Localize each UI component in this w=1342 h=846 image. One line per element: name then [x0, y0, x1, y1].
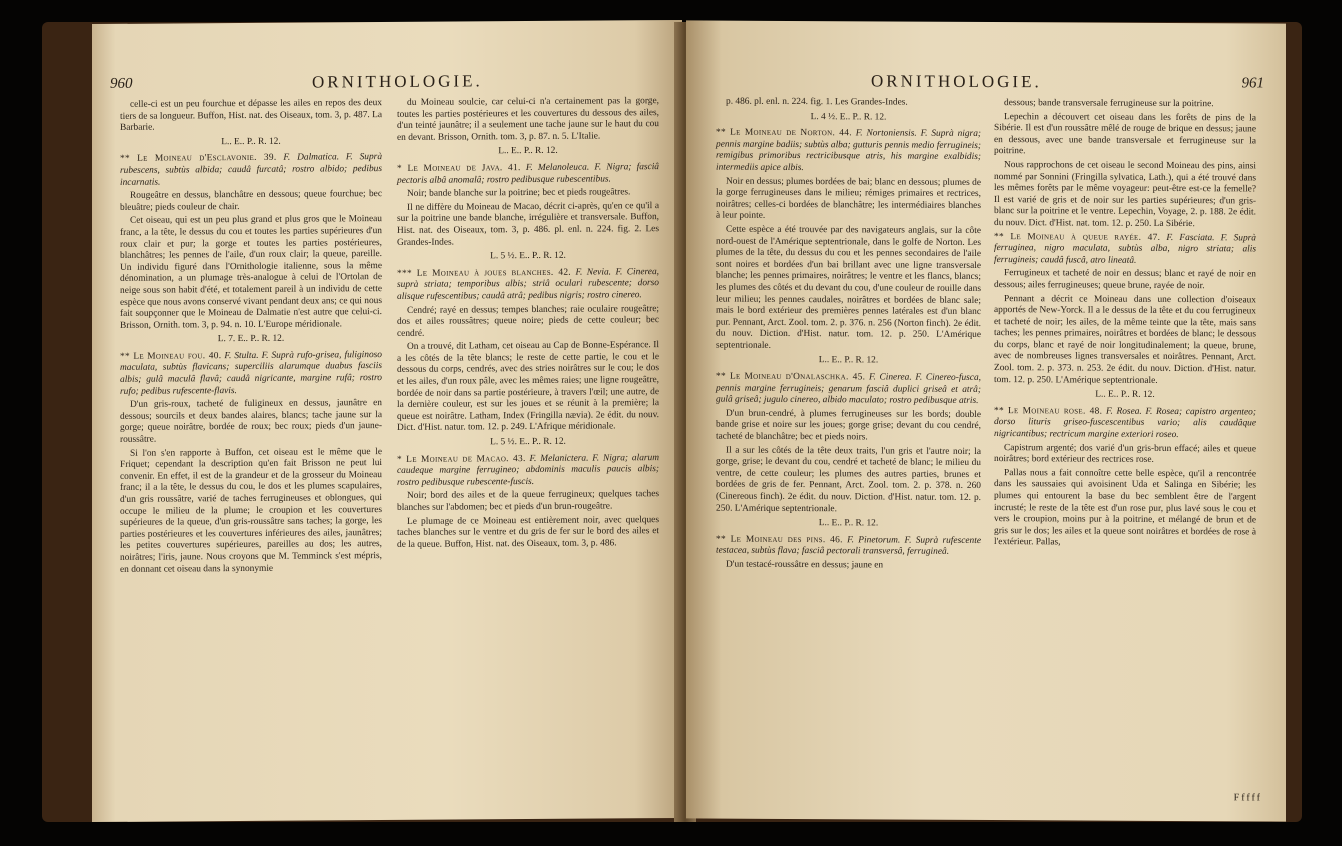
left-page	[92, 20, 682, 822]
species-name: ** Le Moineau des pins. 46.	[716, 534, 843, 546]
running-header-left: ORNITHOLOGIE.	[312, 71, 483, 92]
measurement-line: L.. E.. P.. R. 12.	[818, 355, 879, 366]
right-page	[686, 20, 1286, 821]
paragraph: Ferrugineux et tacheté de noir en dessus; blanc et rayé de noir en dessous; ailes ferrugineuses; queue brune, rayée de noir.	[994, 268, 1256, 292]
species-name: ** Le Moineau rose. 48.	[994, 405, 1103, 417]
paragraph: Cendré; rayé en dessus; tempes blanches; raie oculaire rougeâtre; dos et ailes roussâtres; queue noire; pieds de cette couleur; bec cendré.	[397, 303, 659, 339]
species-name: * Le Moineau de Java. 41.	[397, 163, 521, 174]
measurement-line: L.. E.. P.. R. 12.	[818, 518, 879, 529]
measurement-line: L. 5 ½. E.. P.. R. 12.	[490, 436, 566, 448]
running-header-right: ORNITHOLOGIE.	[871, 71, 1042, 92]
measurement-line: L.. E.. P.. R. 12.	[221, 136, 281, 147]
species-diagnosis: F. Pinetorum. F. Suprà rufescente testacea, subtùs flava; fasciâ pectorali transversâ, ferrugineâ.	[716, 535, 982, 558]
species-diagnosis: F. Melanictera. F. Nigra; alarum caudeque margine ferrugineo; abdominis maculis paucis albis; rostro pedibusque rubescente-fuscis.	[397, 452, 660, 488]
paragraph: du Moineau soulcie, car celui-ci n'a certainement pas la gorge, toutes les parties postérieures et les couvertures du dessous des ailes, d'un teinté jaunâtre; il a seulement une tache jaune sur le haut du cou en devant. Brisson, Ornith. tom. 3, p. 87. n. 5. L'Italie.	[397, 96, 659, 143]
species-entry	[994, 232, 1256, 268]
paragraph: D'un testacé-roussâtre en dessus; jaune en	[726, 559, 884, 571]
species-name: ** Le Moineau fou. 40.	[120, 351, 222, 362]
measurement-line: L.. E.. P.. R. 12.	[1095, 389, 1155, 401]
paragraph: D'un gris-roux, tacheté de fuligineux en dessus, jaunâtre en dessous; sourcils et deux bandes alaires, blancs; tache jaune sur la gorge; queue noirâtre, bordée de roux; bec roux; pieds d'un jaune-roussâtre.	[120, 398, 382, 445]
paragraph: Pallas nous a fait connoître cette belle espèce, qu'il a rencontrée dans les saussaies qui avoisinent Uda et Salinga en Sibérie; les plumes qui entourent la base du bec semblent être de l'argent incrusté; le reste de la tête est d'un rose pur, plus lavé sous le cou et vers le croupion, moins pur à la poitrine, et mélangé de brun et de gris sur le dos; les ailes et la queue sont noirâtres et bordées de rose à l'extérieur. Pallas,	[994, 467, 1256, 548]
paragraph: Noir; bord des ailes et de la queue ferrugineux; quelques taches blanches sur l'abdomen; bec et pieds d'un brun-rougeâtre.	[397, 489, 659, 513]
right-column-2	[994, 98, 1256, 552]
species-name: ** Le Moineau d'Esclavonie. 39.	[120, 153, 277, 165]
species-name: ** Le Moineau d'Onalaschka. 45.	[716, 371, 866, 383]
species-diagnosis: F. Nevia. F. Cinerea, suprà striata; temporibus albis; striâ oculari rubescente; dorso alisque rufescentibus; caudâ atrâ; pedibus nigris; rostro cinereo.	[397, 266, 659, 302]
page-number-left: 960	[110, 75, 133, 92]
species-diagnosis: F. Fasciata. F. Suprà ferruginea, nigro maculata, subtùs alba, nigro striata; alis ferrugineis; caudâ fuscâ, atro lineatâ.	[994, 232, 1256, 266]
species-diagnosis: F. Stulta. F. Suprà rufo-grisea, fuliginoso maculata, subtùs flavicans; superciliis alarumque duabus fasciis albis; gulâ maculâ flavâ; caudâ nigricante, margine rufâ; rostro rufo; pedibus rufescente-flavis.	[120, 349, 382, 397]
paragraph: Pennant a décrit ce Moineau dans une collection d'oiseaux apportés de New-Yorck. Il a le dessus de la tête et du cou ferrugineux et tacheté de noir; les ailes, de la même teinte que la tête, mais sans taches; les pennes primaires, noirâtres et bordées de blanc; le dessous du corps, blanc et rayé de noir longitudinalement; la queue, brune, avec de nombreuses lignes transversales et noirâtres. Pennant, Arct. Zool. tom. 2. p. 373. n. 253. 2e édit. du nouv. Diction. d'Hist. natur. tom. 12. p. 250. L'Amérique septentrionale.	[994, 293, 1256, 386]
species-entry	[397, 453, 659, 490]
paragraph: Il a sur les côtés de la tête deux traits, l'un gris et l'autre noir; la gorge, grise; le devant du cou, cendré et tacheté de blanc; le milieu du ventre, de cette couleur; les plumes des autres parties, brunes et bordées de gris de fer. Pennant, Arct. Zool. tom. 2. p. 378. n. 260 (Cinereous finch). 2e édit. du nouv. Diction. d'Hist. natur. tom. 12. p. 250. L'Amérique septentrionale.	[716, 445, 981, 514]
paragraph: Capistrum argenté; dos varié d'un gris-brun effacé; ailes et queue noirâtres; bord extérieur des rectrices rose.	[994, 442, 1256, 466]
signature-mark: Fffff	[1233, 792, 1262, 804]
species-diagnosis: F. Cinerea. F. Cinereo-fusca, pennis margine ferrugineis; genarum fasciâ duplici griseâ et atrâ; gulâ griseâ; jugulo cinereo, albido maculato; rostro pedibusque atris.	[716, 372, 981, 407]
right-column-1	[716, 97, 981, 575]
paragraph: Cette espèce a été trouvée par des navigateurs anglais, sur la côte nord-ouest de l'Amérique septentrionale, dans le golfe de Norton. Les plumes de la tête, du dessus du cou et les pennes secondaires de l'aile sont noires et bordées d'un bai brillant avec une ligne transversale blanche; les pennes primaires, noirâtres; le ventre et les flancs, blancs; les plumes des côtés et du devant du cou, d'une couleur de rouille dans leur milieu; les pennes caudales, noirâtres et bordées de blanc sale; mais le bord extérieur des premières pennes latérales est d'un blanc pur. Pennant, Arct. Zool. tom. 2. p. 376. n. 256 (Norton finch). 2e édit. du nouv. Diction. d'Hist. natur. tom. 12. p. 250. L'Amérique septentrionale.	[716, 224, 981, 351]
species-name: ** Le Moineau à queue rayée. 47.	[994, 231, 1161, 243]
species-entry	[716, 372, 981, 408]
species-entry	[120, 350, 382, 398]
species-entry	[397, 162, 659, 187]
page-number-right: 961	[1241, 75, 1264, 92]
species-entry	[716, 128, 981, 176]
species-entry	[397, 267, 659, 304]
measurement-line: L. 5 ½. E.. P.. R. 12.	[490, 250, 566, 262]
species-name: * Le Moineau de Macao. 43.	[397, 453, 526, 465]
paragraph: Rougeâtre en dessus, blanchâtre en dessous; queue fourchue; bec bleuâtre; pieds couleur de chair.	[120, 189, 382, 213]
paragraph: Lepechin a découvert cet oiseau dans les forêts de pins de la Sibérie. Il est d'un roussâtre mêlé de rouge de brique en dessus; jaune en dessous, avec une bande transversale et ferrugineuse sur la poitrine.	[994, 111, 1256, 157]
species-diagnosis: F. Melanoleuca. F. Nigra; fasciâ pectoris albâ anomalâ; rostro pedibusque rubescentibus.	[397, 162, 659, 186]
species-name: *** Le Moineau à joues blanches. 42.	[397, 267, 571, 279]
paragraph: On a trouvé, dit Latham, cet oiseau au Cap de Bonne-Espérance. Il a les côtés de la tête blancs; le reste de cette partie, le cou et le dessous du corps, cendrés, avec des stries noirâtres sur le cou; le dos et les ailes, d'un roux pâle, avec les mêmes raies; une ligne rougeâtre, bordée de noir dans sa partie postérieure, à travers l'œil; une autre, de la dernière couleur, est sur les joues et se réunit à la première; la queue est noirâtre. Latham, Index (Fringilla nævia). 2e édit. du nouv. Dict. d'Hist. natur. tom. 12. p. 249. L'Afrique méridionale.	[397, 340, 659, 434]
paragraph: Nous rapprochons de cet oiseau le second Moineau des pins, ainsi nommé par Sonnini (Fringilla sylvatica, Lath.), qui a été trouvé dans les mêmes forêts par le même voyageur: peut-être est-ce la femelle? Il est varié de gris et de noir sur les parties supérieures; d'un gris-blanc sur la poitrine et le ventre. Lepechin, Voyage, 2. p. 188. 2e édit. du nouv. Dict. d'Hist. nat. tom. 12. p. 250. La Sibérie.	[994, 160, 1256, 230]
paragraph: Il ne diffère du Moineau de Macao, décrit ci-après, qu'en ce qu'il a sur la poitrine une bande blanche, irrégulière et transversale. Buffon, Hist. nat. des Oiseaux, tom. 3, p. 486. pl. enl. n. 224. fig. 2. Les Grandes-Indes.	[397, 200, 659, 248]
species-name: ** Le Moineau de Norton. 44.	[716, 127, 852, 139]
left-column-2	[397, 96, 659, 553]
paragraph: Noir en dessus; plumes bordées de bai; blanc en dessous; plumes de la gorge ferrugineuses dans le milieu; rémiges primaires et rectrices, noirâtres; celles-ci bordées de blanchâtre; les intermédiaires blanches à leur pointe.	[716, 176, 981, 222]
measurement-line: L. 7. E.. P.. R. 12.	[217, 333, 285, 345]
species-entry	[120, 152, 382, 189]
paragraph: dessous; bande transversale ferrugineuse sur la poitrine.	[1004, 98, 1214, 110]
paragraph: p. 486. pl. enl. n. 224. fig. 1. Les Grandes-Indes.	[726, 96, 908, 108]
paragraph: Noir; bande blanche sur la poitrine; bec et pieds rougeâtres.	[407, 187, 631, 200]
species-diagnosis: F. Rosea. F. Rosea; capistro argenteo; dorso lituris griseo-fuscescentibus vario; alis caudâque nigricantibus; rectricum margine exteriori roseo.	[994, 406, 1256, 441]
species-diagnosis: F. Dalmatica. F. Suprà rubescens, subtùs albida; caudâ furcatâ; rostro albido; pedibus incarnatis.	[120, 152, 383, 188]
paragraph: Cet oiseau, qui est un peu plus grand et plus gros que le Moineau franc, a la tête, le dessus du cou et toutes les parties supérieures d'un roux clair et pur; la gorge et toutes les parties postérieures, blanchâtres; les pennes de l'aile, d'un roux clair; la queue, pareille. Un individu figuré dans l'Ornithologie italienne, sous la même dénomination, a un plumage très-analogue à celui de l'Ortolan de neige sous son habit d'été, et totalement pareil à un individu de cette espèce que nous avons conservé vivant pendant deux ans; ce qui nous fait soupçonner que le Moineau de Dalmatie n'est autre que celui-ci. Brisson, Ornith. tom. 3, p. 94. n. 10. L'Europe méridionale.	[120, 214, 382, 331]
species-entry	[716, 534, 981, 559]
left-column-1	[120, 98, 382, 578]
measurement-line: L. 4 ½. E.. P.. R. 12.	[810, 111, 887, 123]
paragraph: D'un brun-cendré, à plumes ferrugineuses sur les bords; double bande grise et noire sur les joues; gorge grise; devant du cou cendré, tacheté de blanchâtre; bec et pieds noirs.	[716, 408, 981, 443]
paragraph: Le plumage de ce Moineau est entièrement noir, avec quelques taches blanches sur le ventre et du gris de fer sur le bord des ailes et de la queue. Buffon, Hist. nat. des Oiseaux, tom. 3, p. 486.	[397, 514, 659, 550]
species-entry	[994, 406, 1256, 442]
species-diagnosis: F. Nortoniensis. F. Suprà nigra; pennis margine badiis; subtùs alba; gutturis pennis medio ferrugineis; remigibus primoribus rectricibusque atris, his margine exalbidis; intermediis apice albis.	[716, 128, 982, 174]
measurement-line: L.. E.. P.. R. 12.	[498, 146, 558, 157]
paragraph: Si l'on s'en rapporte à Buffon, cet oiseau est le même que le Friquet; cependant la description qu'en fait Brisson ne peut lui convenir. En effet, il est de la grandeur et de la grosseur du Moineau franc; il a la tête, le dessus du cou, le dos et les plumes scapulaires, d'un gris roussâtre, varié de taches ferrugineuses et oblongues, qui occupe le milieu de la plume; le croupion et les couvertures supérieures de la queue, d'un gris-roussâtre sans taches; la gorge, les parties postérieures et les couvertures inférieures des ailes, jaunâtres; les petites couvertures supérieures, pareilles au dos; les autres, noirâtres; l'iris, jaune. Nous croyons que M. Temminck s'est mépris, en donnant cet oiseau dans la synonymie	[120, 446, 382, 575]
paragraph: celle-ci est un peu fourchue et dépasse les ailes en repos des deux tiers de sa longueur. Buffon, Hist. nat. des Oiseaux, tom. 3, p. 487. La Barbarie.	[120, 98, 382, 134]
